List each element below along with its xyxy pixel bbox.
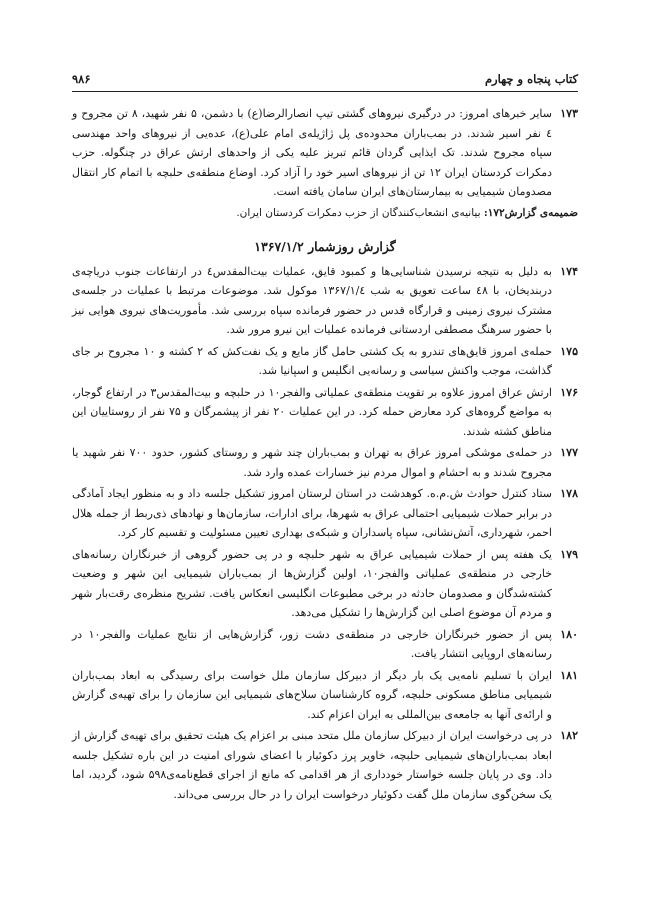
entry — [72, 625, 578, 664]
entry-number: ۱۷۶ — [560, 385, 578, 399]
entry — [72, 443, 578, 482]
book-title: کتاب پنجاه و چهارم — [484, 72, 578, 86]
running-header — [72, 72, 578, 92]
entry — [72, 666, 578, 725]
entry-number: ۱۸۲ — [560, 729, 578, 742]
entry — [72, 262, 578, 340]
entry-text: پس از حضور خبرنگاران خارجی در منطقه‌ی دشت زور، گزارش‌هایی از نتایج عملیات والفجر۱۰ در رسانه‌های اروپایی انتشار یافت. — [72, 627, 552, 660]
document-page — [72, 72, 578, 806]
entry-number: ۱۸۱ — [560, 668, 578, 682]
entry-number: ۱۷۴ — [560, 264, 578, 278]
entry-text: حمله‌ی امروز قایق‌های تندرو به یک کشتی حامل گاز مایع و یک نفت‌کش که ۲ کشته و ۱۰ مجروح بر جای گذاشت، موجب واکنش سیاسی و رسانه‌یی انگلیس و اسپانیا شد. — [72, 344, 552, 377]
entry-text: ایران با تسلیم نامه‌یی یک بار دیگر از دبیرکل سازمان ملل خواست برای رسیدگی به ابعاد بمب‌باران شیمیایی مناطق مسکونی حلبچه، گروه کارشناسان سلاح‌های شیمیایی این سازمان را برای تهیه‌ی گزارش و ارائه‌ی آنها به جامعه‌ی بین‌المللی به ایران اعزام کند. — [72, 668, 552, 721]
entry-number: ۱۷۵ — [560, 344, 578, 358]
entry — [72, 726, 578, 804]
entry-text: در حمله‌ی موشکی امروز عراق به تهران و بمب‌باران چند شهر و روستای کشور، حدود ۷۰۰ نفر شهید یا مجروح شدند و به احشام و اموال مردم نیز خسارات عمده وارد شد. — [72, 446, 552, 479]
entry-text: ارتش عراق امروز علاوه بر تقویت منطقه‌ی عملیاتی والفجر۱۰ در حلبچه و بیت‌المقدس۳ در ارتفاع گوجار، به مواضع گروه‌های کرد معارض حمله کرد. در این عملیات ۲۰ نفر از پیشمرگان و ۷۵ نفر از روستاییان این مناطق کشته شدند. — [72, 385, 552, 438]
entry-number: ۱۷۳ — [560, 107, 578, 120]
entry — [72, 383, 578, 442]
entry-text: در پی درخواست ایران از دبیرکل سازمان ملل متحد مبنی بر اعزام یک هیئت تحقیق برای تهیه‌ی گزارش از ابعاد بمب‌باران‌های شیمیایی حلبچه، خاویر پرز دکوئیار با اعضای شورای امنیت در این باره تشکیل جلسه داد. وی در پایان جلسه خواستار خودداری از هر اقدامی که مانع از اجرای قطع‌نامه‌ی۵۹۸ شود، گردید، اما یک سخن‌گوی سازمان ملل گفت دکوئیار درخواست ایران را در حال بررسی می‌داند. — [72, 729, 552, 801]
report-title: گزارش روزشمار ۱۳۶۷/۱/۲ — [254, 238, 396, 254]
entry-number: ۱۸۰ — [560, 627, 578, 641]
entry-number: ۱۷۸ — [560, 487, 578, 500]
entry — [72, 342, 578, 381]
entry — [72, 104, 578, 202]
entry-text: به دلیل به نتیجه نرسیدن شناسایی‌ها و کمبود قایق، عملیات بیت‌المقدس٤ در ارتفاعات جنوب دریاچه‌ی دربندیخان، با ٤۸ ساعت تعویق به شب ۱۳۶۷/۱/٤ موکول شد. موضوعات مرتبط با عملیات در جلسه‌ی مشترک نیروی زمینی و قرارگاه قدس در حضور فرمانده سپاه بررسی شد. مأموریت‌های نیروی هوایی نیز با حضور سرهنگ مصطفی اردستانی فرمانده عملیات این نیرو مرور شد. — [72, 264, 552, 336]
appendix-text: بیانیه‌ی انشعاب‌کنندگان از حزب دمکرات کردستان ایران. — [236, 206, 481, 219]
entry — [72, 545, 578, 623]
entry-text: یک هفته پس از حملات شیمیایی عراق به شهر حلبچه و در پی حضور گروهی از خبرنگاران رسانه‌های خارجی در منطقه‌ی عملیاتی والفجر۱۰، اولین گزارش‌ها از بمب‌باران شیمیایی این شهر و وضعیت کشته‌شدگان و مصدومان حادثه در برخی مطبوعات انگلیسی انعکاس یافت. تشریح منظره‌ی رقت‌بار شهر و مردم آن موضوع اصلی این گزارش‌ها را تشکیل می‌دهد. — [72, 547, 552, 619]
appendix-note — [72, 204, 578, 223]
entry-text: سایر خبرهای امروز: در درگیری نیروهای گشتی تیپ انصارالرضا(ع) با دشمن، ۵ نفر شهید، ۸ تن مجروح و ٤ نفر اسیر شدند. در بمب‌باران محدوده‌ی پل ژاژیله‌ی امام علی(ع)، عده‌یی از نیروهای واحد مهندسی سپاه مجروح شدند. تک ایذایی گردان قائم تبریز علیه یکی از واحدهای ارتش عراق در چنگوله. حزب دمکرات کردستان ایران ۱۲ تن از نیروهای اسیر خود را آزاد کرد. اوضاع منطقه‌ی حلبچه با اتمام کار انتقال مصدومان شیمیایی به بیمارستان‌های ایران سامان یافته است. — [72, 107, 553, 198]
entry — [72, 484, 578, 543]
page-number: ۹۸۶ — [72, 72, 91, 86]
entry-text: ستاد کنترل حوادث ش.م.ه. کوهدشت در استان لرستان امروز تشکیل جلسه داد و به منظور ایجاد آمادگی در برابر حملات شیمیایی احتمالی عراق به شهرها، برای ادارات، سازمان‌ها و نهادهای ذی‌ربط از جمله هلال احمر، شهرداری، آتش‌نشانی، سپاه پاسداران و شبکه‌ی بهداری تعیین مسئولیت و تقسیم کار کرد. — [72, 487, 552, 539]
entry-number: ۱۷۹ — [560, 547, 578, 561]
appendix-label: ضمیمه‌ی گزارش۱۷۲: — [483, 206, 578, 219]
entry-number: ۱۷۷ — [560, 446, 578, 459]
